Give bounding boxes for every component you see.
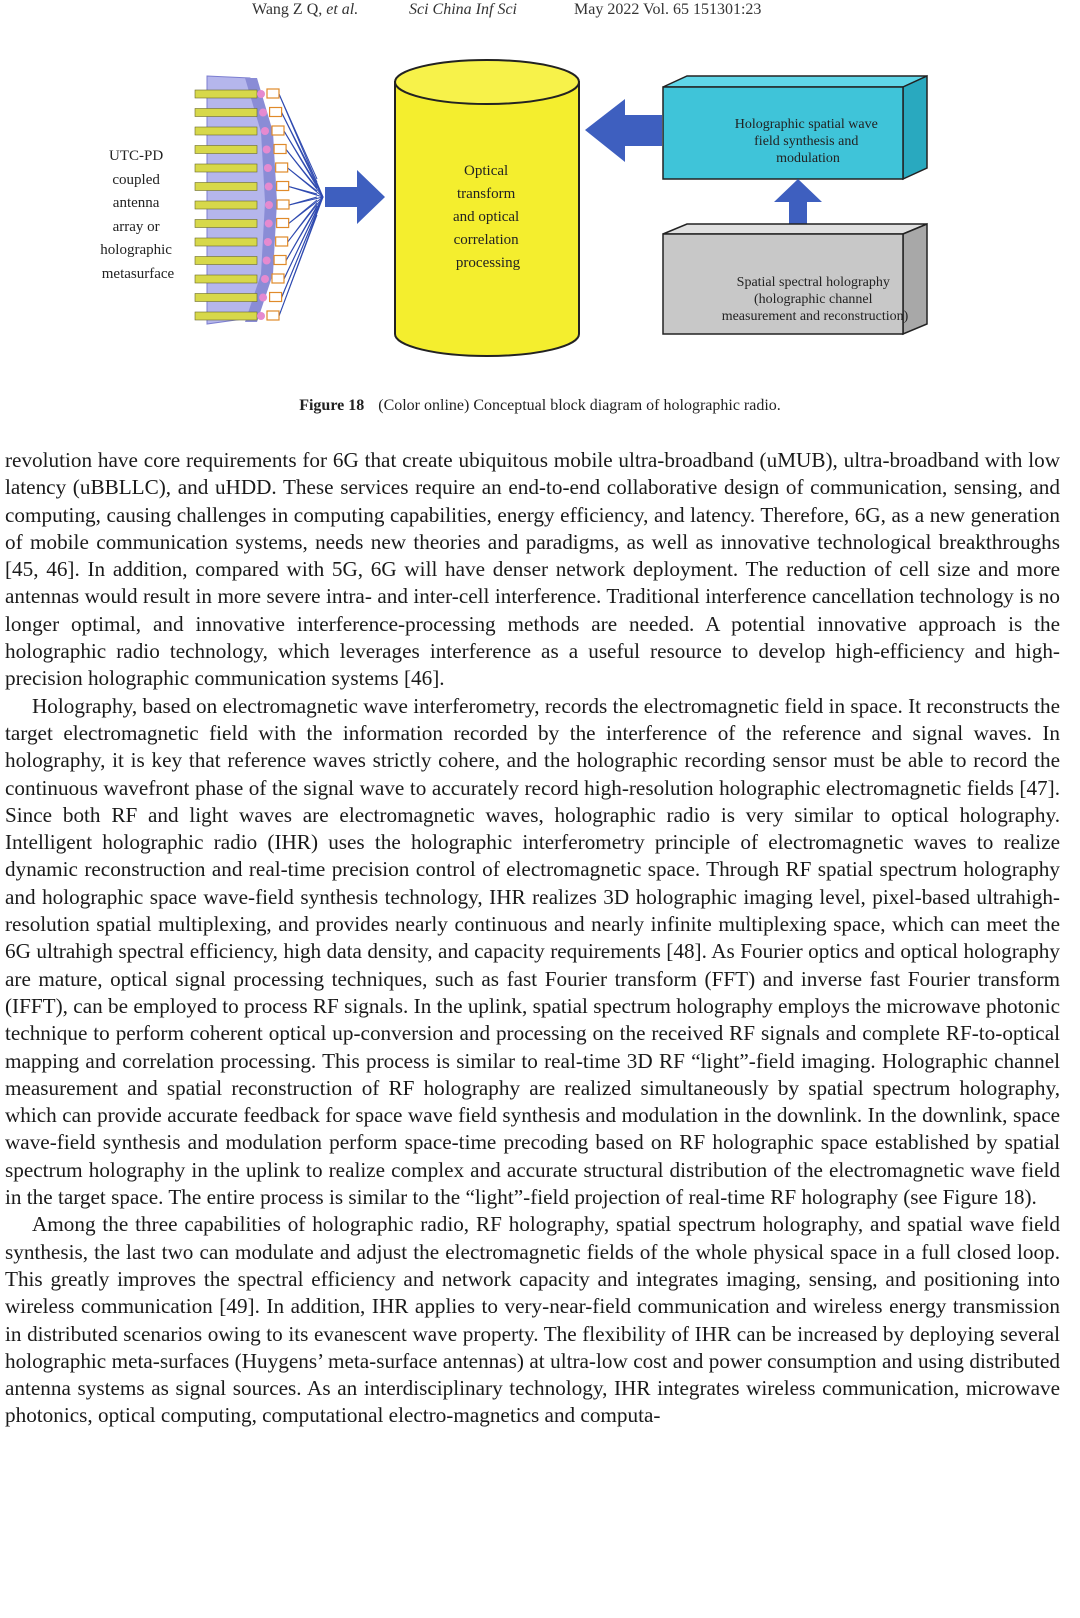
antenna-element [195, 183, 257, 191]
paragraph-1: revolution have core requirements for 6G that create ubiquitous mobile ultra-broadband (uMUB), ultra-broadband with low latency (uBBLLC), and uHDD. These services require an end-to-end collaborative design of communication, sensing, and computing, causing challenges in computing capabilities, energy efficiency, and latency. Therefore, 6G, as a new generation of mobile communication systems, needs new theories and paradigms, as well as innovative technological breakthroughs [45, 46]. In addition, compared with 5G, 6G will have denser network deployment. The reduction of cell size and more antennas would result in more severe intra- and inter-cell interference. Traditional interference cancellation technology is no longer optimal, and innovative interference-processing methods are needed. A potential innovative approach is the holographic radio technology, which leverages interference as a useful resource to develop high-efficiency and high-precision holographic communication systems [46]. [5, 448, 1060, 691]
antenna-feed-dot [257, 90, 265, 98]
feed-box [267, 311, 279, 320]
figure-18-diagram [95, 52, 975, 382]
feed-line [284, 131, 317, 185]
antenna-feed-dot [263, 146, 271, 154]
header-etal: et al. [326, 1, 359, 18]
antenna-element [195, 220, 257, 228]
antenna-element [195, 257, 257, 265]
feed-box [276, 163, 288, 172]
feed-box [277, 200, 289, 209]
paragraph-2: Holography, based on electromagnetic wave interferometry, records the electromagnetic field in space. It reconstructs the target electromagnetic field with the information recorded by the interference of the reference and signal waves. In holography, it is key that reference waves strictly cohere, and the holographic recording sensor must be able to record the continuous wavefront phase of the signal wave to accurately record high-resolution holographic electromagnetic fields [47]. Since both RF and light waves are electromagnetic waves, holographic radio is very similar to optical holography. Intelligent holographic radio (IHR) uses the holographic interferometry principle of electromagnetic waves to realize dynamic reconstruction and real-time precision control of electromagnetic space. Through RF spatial spectrum holography and holographic space wave-field synthesis technology, IHR realizes 3D holographic imaging level, pixel-based ultrahigh-resolution spatial multiplexing, and provides nearly continuous and nearly infinite multiplexing space, which can meet the 6G ultrahigh spectral efficiency, high data density, and capacity requirements [48]. As Fourier optics and optical holography are mature, optical signal processing techniques, such as fast Fourier transform (FFT) and inverse fast Fourier transform (IFFT), can be employed to process RF signals. In the uplink, spatial spectrum holography employs the microwave photonic technique to perform coherent optical up-conversion and processing on the received RF signals and complete RF-to-optical mapping and correlation processing. This process is similar to real-time 3D RF “light”-field imaging. Holographic channel measurement and spatial reconstruction of RF holography are realized simultaneously by spatial spectrum holography, which can provide accurate feedback for space wave field synthesis and modulation in the downlink. In the downlink, space wave-field synthesis and modulation perform space-time precoding based on RF holographic space established by spatial spectrum holography in the uplink to realize complex and accurate structural distribution of the electromagnetic wave field in the target space. The entire process is similar to the “light”-field projection of real-time RF holography (see Figure 18). [5, 693, 1060, 1210]
header-authors: Wang Z Q, et al. [252, 1, 359, 18]
antenna-array-label: UTC-PD coupled antenna array or holographic metasurface [100, 148, 175, 282]
optical-processing-cylinder [395, 60, 579, 356]
antenna-element [195, 238, 257, 246]
antenna-element [195, 127, 257, 135]
arrow-array-to-cylinder [325, 170, 385, 224]
paragraph-3: Among the three capabilities of holographic radio, RF holography, spatial spectrum holography, and spatial wave field synthesis, the last two can modulate and adjust the electromagnetic fields of the whole physical space in a full closed loop. This greatly improves the spectral efficiency and network capacity and integrates imaging, sensing, and positioning into wireless communication [49]. In addition, IHR applies to very-near-field communication and wireless energy transmission in distributed scenarios owing to its evanescent wave property. The flexibility of IHR can be increased by deploying several holographic meta-surfaces (Huygens’ meta-surface antennas) at ultra-low cost and power consumption and using distributed antenna systems as signal sources. As an interdisciplinary technology, IHR integrates wireless communication, microwave photonics, optical computing, computational electro-magnetics and computa- [5, 1212, 1060, 1428]
antenna-element [195, 164, 257, 172]
antenna-array-graphic [195, 76, 323, 324]
feed-box [277, 182, 289, 191]
header-issue: May 2022 Vol. 65 151301:23 [574, 1, 762, 18]
antenna-feed-dot [261, 275, 269, 283]
spatial-spectral-holography-box [663, 224, 927, 334]
antenna-feed-dot [265, 220, 273, 228]
antenna-element [195, 312, 257, 320]
arrow-box-to-cylinder [585, 99, 662, 162]
feed-box [274, 145, 286, 154]
feed-box [276, 237, 288, 246]
header-journal: Sci China Inf Sci [409, 1, 517, 18]
antenna-feed-dot [261, 127, 269, 135]
antenna-feed-dot [259, 109, 267, 117]
antenna-feed-dot [264, 164, 272, 172]
bottom-box-label: Spatial spectral holography (holographic channel measurement and reconstruction) [721, 275, 909, 324]
feed-box [272, 126, 284, 135]
running-header [0, 0, 1080, 24]
figure-caption-text: (Color online) Conceptual block diagram of holographic radio. [378, 397, 781, 414]
antenna-element [195, 201, 257, 209]
antenna-feed-dot [263, 257, 271, 265]
antenna-feed-dot [259, 294, 267, 302]
antenna-feed-dot [265, 183, 273, 191]
figure-caption-label: Figure 18 [299, 397, 365, 414]
antenna-element [195, 109, 257, 117]
antenna-element [195, 275, 257, 283]
feed-box [272, 274, 284, 283]
antenna-element [195, 294, 257, 302]
antenna-element [195, 146, 257, 154]
figure-caption [0, 397, 1080, 415]
body-text [5, 447, 1060, 1430]
top-box-label: Holographic spatial wave field synthesis and modulation [734, 117, 878, 166]
antenna-feed-dot [257, 312, 265, 320]
feed-box [274, 256, 286, 265]
antenna-feed-dot [265, 201, 273, 209]
feed-box [270, 293, 282, 302]
feed-box [270, 108, 282, 117]
feed-line [279, 215, 317, 316]
wave-field-synthesis-box [663, 76, 927, 179]
antenna-element [195, 90, 257, 98]
feed-box [267, 89, 279, 98]
feed-box [277, 219, 289, 228]
cylinder-label: Optical transform and optical correlation processing [453, 163, 521, 271]
antenna-feed-dot [264, 238, 272, 246]
